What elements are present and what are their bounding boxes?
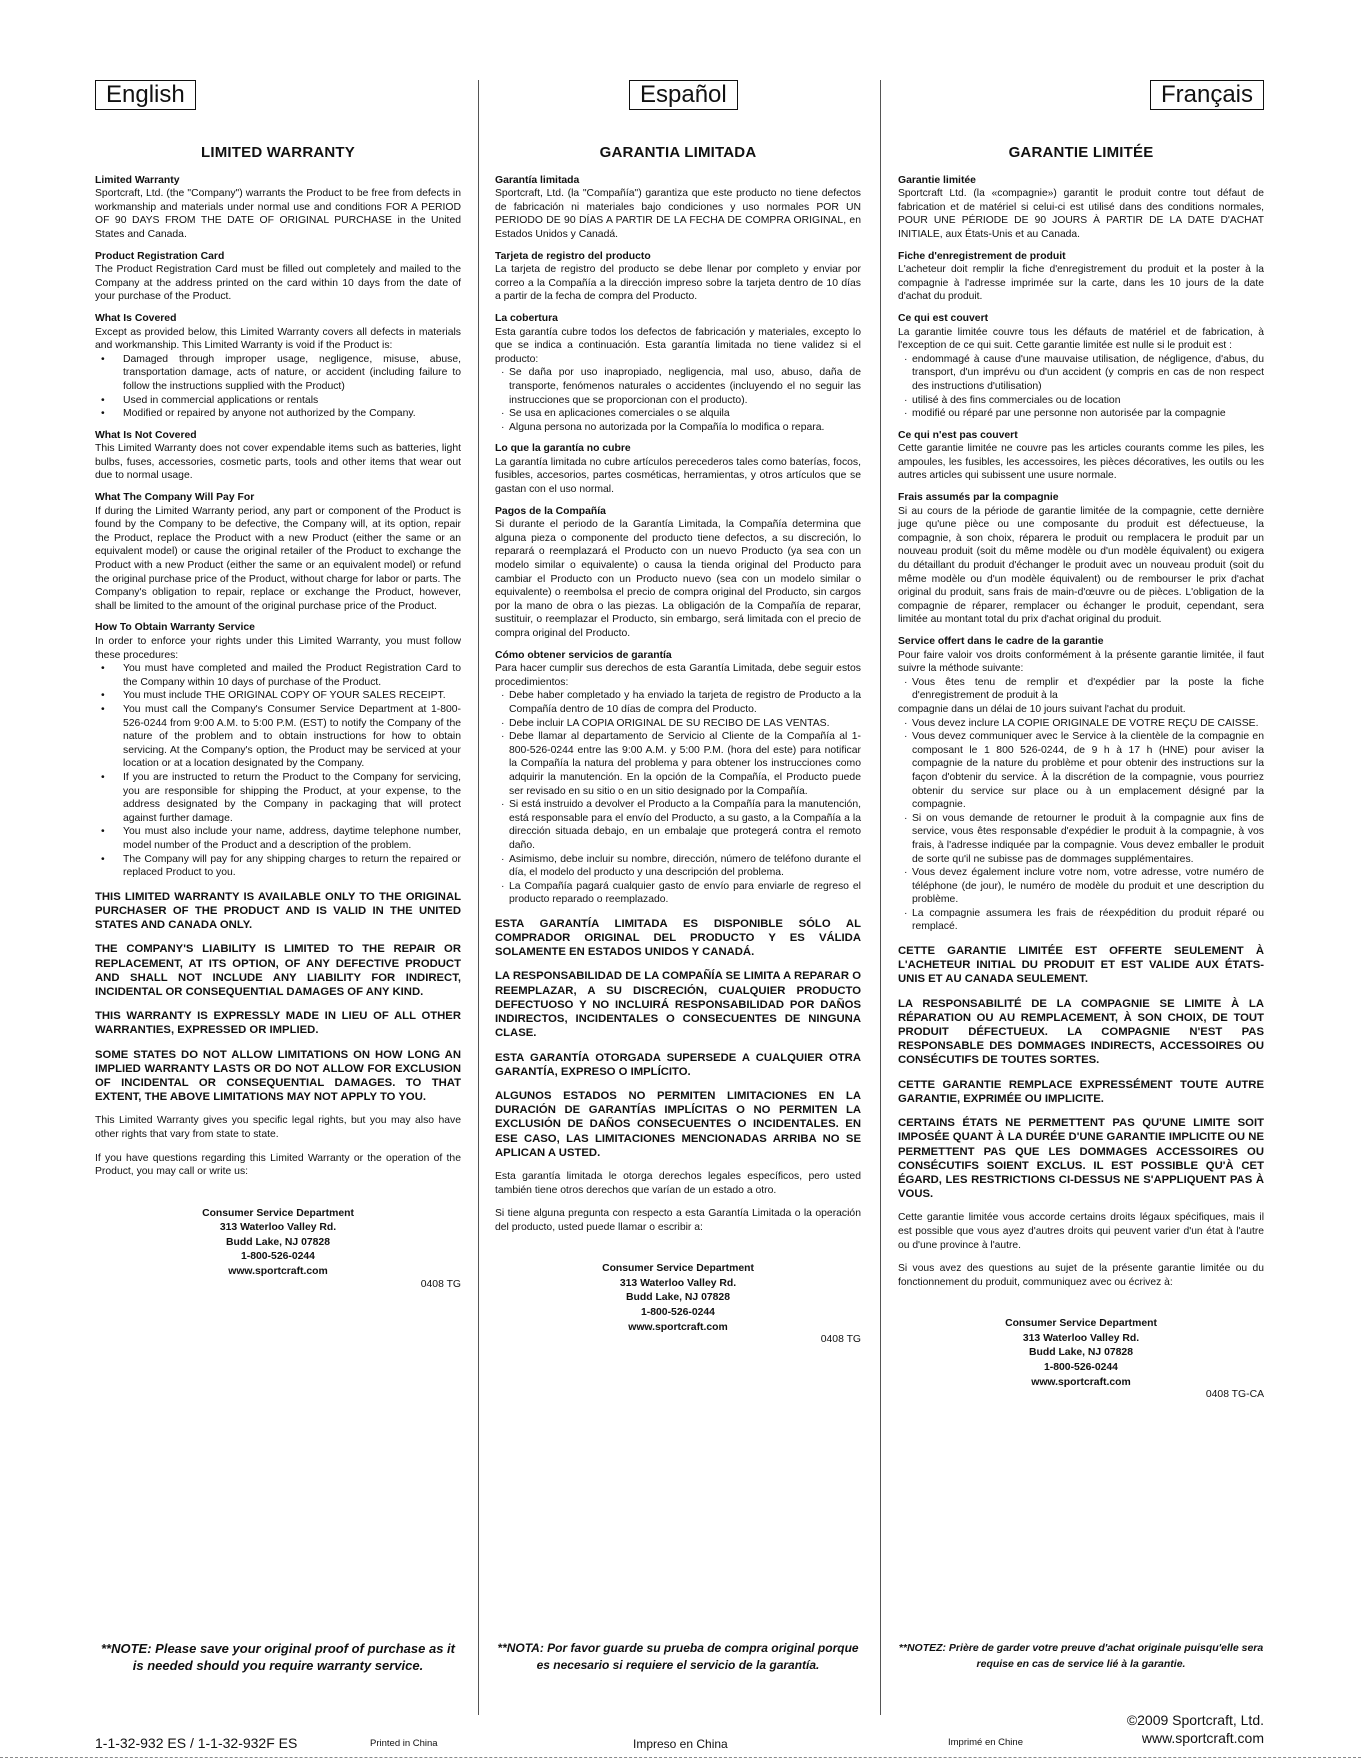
address-line: Consumer Service Department bbox=[202, 1207, 354, 1219]
document-code: 0408 TG bbox=[820, 1334, 861, 1346]
list-item: • Used in commercial applications or rentals bbox=[123, 394, 461, 408]
bullet-list bbox=[898, 717, 1264, 935]
section-text: Si au cours de la période de garantie limitée de la compagnie, cette dernière juge qu'une pièce ou une composante du produit est défectueuse, la compagnie, à son choix, réparera le produit ou remplacera le produit par un nouveau produit (soit du même modèle ou d'un modèle équivalent) ou exigera du détaillant du produit d'échanger le produit avec un nouveau produit (soit du même modèle ou d'un modèle équivalent) ou de rembourser le prix d'achat original du produit, sans frais de main-d'œuvre ou de pièces. L'obligation de la compagnie de réparer, remplacer ou échanger le produit, cependant, sera limitée au montant total du prix d'achat original du produit. bbox=[898, 505, 1264, 626]
list-item: · modifié ou réparé par une personne non autorisée par la compagnie bbox=[912, 407, 1264, 421]
list-item: · Vous devez inclure LA COPIE ORIGINALE DE VOTRE REÇU DE CAISSE. bbox=[912, 717, 1264, 731]
phone-number: 1-800-526-0244 bbox=[1044, 1362, 1118, 1374]
list-item: • If you are instructed to return the Product to the Company for servicing, you are responsible for shipping the Product, at your expense, to the address designated by the Company in packaging that will protect against further damage. bbox=[123, 771, 461, 825]
section-heading: Limited Warranty bbox=[95, 174, 180, 186]
list-item: · Si está instruido a devolver el Producto a la Compañía para la manutención, está responsable para el envío del Producto, a su gasto, a la Compañía a la dirección situada debajo, en un embalaje que protegerá contra el remoto daño. bbox=[509, 798, 861, 852]
list-item: · utilisé à des fins commerciales ou de location bbox=[912, 394, 1264, 408]
section-text: Sportcraft, Ltd. (la "Compañía") garantiza que este producto no tiene defectos de fabricación ni materiales bajo condiciones y uso normales POR UN PERIODO DE 90 DÍAS A PARTIR DE LA FECHA DE COMPRA ORIGINAL, en Estados Unidos y Canadá. bbox=[495, 188, 861, 240]
legal-text: ESTA GARANTÍA OTORGADA SUPERSEDE A CUALQUIER OTRA GARANTÍA, EXPRESO O IMPLÍCITO. bbox=[495, 1051, 861, 1078]
address-line: Consumer Service Department bbox=[602, 1263, 754, 1275]
list-item: · Vous êtes tenu de remplir et d'expédier par la poste la fiche d'enregistrement de produit à la bbox=[912, 676, 1264, 703]
website-link: www.sportcraft.com bbox=[1141, 1730, 1264, 1746]
section-heading: Garantie limitée bbox=[898, 174, 976, 186]
section-text: Si vous avez des questions au sujet de la présente garantie limitée ou du fonctionnement du produit, communiquez avec ou écrivez à: bbox=[898, 1263, 1264, 1288]
address-line: Consumer Service Department bbox=[1005, 1318, 1157, 1330]
section-text: Sportcraft Ltd. (la «compagnie») garantit le produit contre tout défaut de fabrication et de matériel si celui-ci est utilisé dans des conditions normales, POUR UNE PÉRIODE DE 90 JOURS À PARTIR DE LA DATE D'ACHAT INITIALE, aux États-Unis et au Canada. bbox=[898, 188, 1264, 240]
phone-number: 1-800-526-0244 bbox=[241, 1251, 315, 1263]
list-item: · La compagnie assumera les frais de réexpédition du produit réparé ou remplacé. bbox=[912, 907, 1264, 934]
list-item: · Debe haber completado y ha enviado la tarjeta de registro de Producto a la Compañía dentro de 10 días de compra del Producto. bbox=[509, 689, 861, 716]
printed-in-label: Printed in China bbox=[370, 1738, 438, 1749]
section-text: The Product Registration Card must be filled out completely and mailed to the Company at the address printed on the card within 10 days from the date of your purchase of the Product. bbox=[95, 264, 461, 303]
section-heading: Service offert dans le cadre de la garantie bbox=[898, 636, 1104, 647]
warranty-title: LIMITED WARRANTY bbox=[200, 144, 356, 161]
section-text: Para hacer cumplir sus derechos de esta Garantía Limitada, debe seguir estos procedimientos: bbox=[495, 663, 861, 688]
legal-text: SOME STATES DO NOT ALLOW LIMITATIONS ON HOW LONG AN IMPLIED WARRANTY LASTS OR DO NOT ALLOW FOR EXCLUSION OF INCIDENTAL OR CONSEQUENTIAL DAMAGES. TO THAT EXTENT, THE ABOVE LIMITATIONS MAY NOT APPLY TO YOU. bbox=[95, 1048, 461, 1104]
list-item: · Debe llamar al departamento de Servicio al Cliente de la Compañía al 1-800-526-0244 entre las 9:00 A.M. y 5:00 P.M. (hora del este) para notificar la Compañía la natura del problema y para obtener los instrucciones como adquirir la manutención. En la opción de la Compañía, el Producto puede ser revisado en su sitio o en un sitio designado por la Compañía. bbox=[509, 730, 861, 798]
section-text: Cette garantie limitée vous accorde certains droits légaux spécifiques, mais il est possible que vous ayez d'autres droits qui peuvent varier d'un état à l'autre ou d'une province à l'autre. bbox=[898, 1212, 1264, 1251]
legal-text: ESTA GARANTÍA LIMITADA ES DISPONIBLE SÓLO AL COMPRADOR ORIGINAL DEL PRODUCTO Y ES VÁLIDA SOLAMENTE EN ESTADOS UNIDOS Y CANADÁ. bbox=[495, 917, 861, 959]
language-label: Español bbox=[629, 80, 738, 110]
section-text: If you have questions regarding this Limited Warranty or the operation of the Product, you may call or write us: bbox=[95, 1152, 461, 1178]
spanish-column bbox=[495, 80, 861, 1347]
section-heading: Ce qui n'est pas couvert bbox=[898, 429, 1018, 441]
section-text: L'acheteur doit remplir la fiche d'enregistrement du produit et la poster à la compagnie à l'adresse imprimée sur la carte, dans les 10 jours de la date d'achat du produit. bbox=[898, 264, 1264, 303]
english-column bbox=[95, 80, 461, 1291]
section-text: Except as provided below, this Limited Warranty covers all defects in materials and workmanship. This Limited Warranty is void if the Product is: bbox=[95, 326, 461, 352]
legal-text: CETTE GARANTIE LIMITÉE EST OFFERTE SEULEMENT À L'ACHETEUR INITIAL DU PRODUIT ET EST VALIDE AUX ÉTATS-UNIS ET AU CANADA SEULEMENT. bbox=[898, 945, 1264, 986]
section-text: La garantie limitée couvre tous les défauts de matériel et de fabrication, à l'exception de ce qui suit. Cette garantie limitée est nulle si le produit est : bbox=[898, 326, 1264, 352]
section-text: Si tiene alguna pregunta con respecto a esta Garantía Limitada o la operación del producto, usted puede llamar o escribir a: bbox=[495, 1208, 861, 1233]
section-heading: Ce qui est couvert bbox=[898, 312, 989, 324]
website-link: www.sportcraft.com bbox=[228, 1266, 328, 1278]
legal-text: LA RESPONSABILIDAD DE LA COMPAÑÍA SE LIMITA A REPARAR O REEMPLAZAR, A SU DISCRECIÓN, CUALQUIER PRODUCTO DEFECTUOSO Y NO INCLUIRÁ RESPONSABILIDAD POR DAÑOS INDIRECTOS, INCIDENTALES O CONSECUENTES DE NINGUNA CLASE. bbox=[495, 970, 861, 1040]
address-line: 313 Waterloo Valley Rd. bbox=[619, 1277, 737, 1289]
section-text: This Limited Warranty does not cover expendable items such as batteries, light bulbs, fuses, accessories, cosmetic parts, tools and other items that wear out due to normal usage. bbox=[95, 443, 461, 482]
list-item: · Si on vous demande de retourner le produit à la compagnie aux fins de service, vous êtes responsable d'expédier le produit à la compagnie, à vos frais, à l'adresse indiquée par la compagnie. Vous devez emballer le produit de sorte qu'il ne subisse pas de dommages supplémentaires. bbox=[912, 812, 1264, 866]
proof-of-purchase-note: **NOTE: Please save your original proof of purchase as it is needed should you require warranty service. bbox=[101, 1641, 455, 1673]
language-label: English bbox=[95, 80, 196, 110]
legal-text: CERTAINS ÉTATS NE PERMETTENT PAS QU'UNE LIMITE SOIT IMPOSÉE QUANT À LA DURÉE D'UNE GARANTIE IMPLICITE OU NE PERMETTENT PAS QUE LES DOMMAGES ACCESSOIRES OU CONSÉCUTIFS SOIENT EXCLUS. IL EST POSSIBLE QU'À CET ÉGARD, LES RESTRICTIONS CI-DESSUS NE S'APPLIQUENT PAS À VOUS. bbox=[898, 1117, 1264, 1201]
language-label: Français bbox=[1150, 80, 1264, 110]
section-text: This Limited Warranty gives you specific legal rights, but you may also have other rights that vary from state to state. bbox=[95, 1115, 461, 1140]
proof-of-purchase-note: **NOTEZ: Prière de garder votre preuve d'achat originale puisqu'elle sera requise en cas de service lié à la garantie. bbox=[898, 1642, 1264, 1670]
section-text: Cette garantie limitée ne couvre pas les articles courants comme les piles, les ampoules, les fusibles, les accessoires, les pièces décoratives, les outils ou les autres articles qui subissent une usure normale. bbox=[898, 443, 1264, 482]
website-link: www.sportcraft.com bbox=[1031, 1376, 1131, 1388]
section-text: In order to enforce your rights under this Limited Warranty, you must follow these procedures: bbox=[95, 636, 461, 661]
legal-text: ALGUNOS ESTADOS NO PERMITEN LIMITACIONES EN LA DURACIÓN DE GARANTÍAS IMPLÍCITAS O NO PERMITEN LA EXCLUSIÓN DE DAÑOS CONSECUENTES O INCIDENTALES. EN ESE CASO, LAS LIMITACIONES MENCIONADAS ARRIBA NO SE APLICAN A USTED. bbox=[495, 1089, 861, 1159]
legal-text: THIS WARRANTY IS EXPRESSLY MADE IN LIEU OF ALL OTHER WARRANTIES, EXPRESSED OR IMPLIED. bbox=[95, 1010, 461, 1037]
warranty-title: GARANTIE LIMITÉE bbox=[1008, 144, 1154, 161]
bullet-list bbox=[95, 353, 461, 421]
proof-of-purchase-note: **NOTA: Por favor guarde su prueba de compra original porque es necesario si requiere el servicio de la garantía. bbox=[497, 1641, 859, 1672]
contact-address bbox=[95, 1207, 461, 1280]
phone-number: 1-800-526-0244 bbox=[641, 1307, 715, 1319]
legal-text: CETTE GARANTIE REMPLACE EXPRESSÉMENT TOUTE AUTRE GARANTIE, EXPRIMÉE OU IMPLICITE. bbox=[898, 1078, 1264, 1105]
legal-text: THIS LIMITED WARRANTY IS AVAILABLE ONLY TO THE ORIGINAL PURCHASER OF THE PRODUCT AND IS VALID IN THE UNITED STATES AND CANADA ONLY. bbox=[95, 890, 461, 932]
printed-in-label: Impreso en China bbox=[633, 1737, 728, 1751]
section-heading: Product Registration Card bbox=[95, 250, 225, 262]
address-line: 313 Waterloo Valley Rd. bbox=[219, 1222, 337, 1234]
bullet-list bbox=[495, 689, 861, 907]
address-line: Budd Lake, NJ 07828 bbox=[1029, 1347, 1133, 1359]
bullet-list bbox=[95, 662, 461, 880]
warranty-title: GARANTIA LIMITADA bbox=[599, 144, 757, 161]
list-item: · endommagé à cause d'une mauvaise utilisation, de négligence, d'abus, du transport, d'un imprévu ou d'un accident (y compris en cas de non respect des instructions d'utilisation) bbox=[912, 353, 1264, 394]
document-code: 0408 TG-CA bbox=[1205, 1389, 1264, 1401]
list-item: · Vous devez communiquer avec le Service à la clientèle de la compagnie en composant le 1 800 526-0244, de 9 h à 17 h (HNE) pour aviser la compagnie de la nature du problème et pour obtenir des instructions sur la façon d'obtenir du service. À la discrétion de la compagnie, vous pourriez obtenir du service sur place ou à un emplacement désigné par la compagnie. bbox=[912, 730, 1264, 812]
list-item: · Vous devez également inclure votre nom, votre adresse, votre numéro de téléphone (de jour), le numéro de modèle du produit et une description du problème. bbox=[912, 866, 1264, 907]
section-heading: What Is Covered bbox=[95, 312, 177, 324]
legal-text: LA RESPONSABILITÉ DE LA COMPAGNIE SE LIMITE À LA RÉPARATION OU AU REMPLACEMENT, À SON CHOIX, DE TOUT PRODUIT DÉFECTUEUX. LA COMPAGNIE N'EST PAS RESPONSABLE DES DOMMAGES INDIRECTS, ACCESSOIRES OU CONSÉCUTIFS DE TOUTES SORTES. bbox=[898, 997, 1264, 1067]
list-item: • You must also include your name, address, daytime telephone number, model number of the Product and a description of the problem. bbox=[123, 825, 461, 852]
list-item: • You must call the Company's Consumer Service Department at 1-800-526-0244 from 9:00 A.M. to 5:00 P.M. (EST) to notify the Company of the nature of the problem and to obtain instructions for how to obtain servicing. At the Company's option, the Product may be serviced at your location or at a location designated by the Company. bbox=[123, 703, 461, 771]
part-number: 1-1-32-932 ES / 1-1-32-932F ES bbox=[95, 1735, 298, 1751]
list-item: · Se daña por uso inapropiado, negligencia, mal uso, abuso, daña de transporte, fenómenos naturales o accidentes (incluyendo el no seguir las instrucciones que se proporcionan con el producto). bbox=[509, 366, 861, 407]
address-line: Budd Lake, NJ 07828 bbox=[626, 1292, 730, 1304]
section-text: Esta garantía limitada le otorga derechos legales específicos, pero usted también tiene otros derechos que varían de un estado a otro. bbox=[495, 1170, 861, 1196]
section-text: If during the Limited Warranty period, any part or component of the Product is found by the Company to be defective, the Company will, at its option, repair the Product, replace the Product with a new Product (either the same or an equivalent model) or cause the original retailer of the Product to exchange the Product with a new Product (either the same or an equivalent model) or refund the original purchase price of the Product, without charge for labor or parts. The Company's obligation to repair, replace or exchange the Product, however, shall be limited to the amount of the original purchase price of the Product. bbox=[95, 505, 461, 612]
list-item: • Modified or repaired by anyone not authorized by the Company. bbox=[123, 407, 461, 421]
section-text: Si durante el periodo de la Garantía Limitada, la Compañía determina que alguna pieza o componente del producto tiene defectos, a su discreción, lo reparará o reemplazará el Producto con un nuevo Producto (ya sea con un modelo similar o equivalente) o causa la tienda original del Producto para cambiar el Producto con un Producto nuevo (sea con un modelo similar o equivalente) o reembolsa el precio de compra original del Producto, sin cargos por la mano de obra o las piezas. La obligación de la Compañía de reparar, sustituir, o reemplazar el Producto, sin embargo, será limitada con el precio de compra original del Producto. bbox=[495, 519, 861, 639]
section-text: Esta garantía cubre todos los defectos de fabricación y materiales, excepto lo que se indica a continuación. Esta garantía limitada no tiene validez si el producto: bbox=[495, 326, 861, 365]
list-item: · Alguna persona no autorizada por la Compañía lo modifica o repara. bbox=[509, 421, 861, 435]
section-heading: La cobertura bbox=[495, 312, 558, 324]
column-divider bbox=[880, 80, 881, 1715]
list-item: · La Compañía pagará cualquier gasto de envío para enviarle de regreso el producto reparado o reemplazado. bbox=[509, 880, 861, 907]
french-column bbox=[898, 80, 1264, 1402]
section-heading: Pagos de la Compañía bbox=[495, 505, 606, 517]
section-text: compagnie dans un délai de 10 jours suivant l'achat du produit. bbox=[898, 703, 1186, 715]
legal-text: THE COMPANY'S LIABILITY IS LIMITED TO THE REPAIR OR REPLACEMENT, AT ITS OPTION, OF ANY DEFECTIVE PRODUCT AND SHALL NOT INCLUDE ANY LIABILITY FOR INDIRECT, INCIDENTAL OR CONSEQUENTIAL DAMAGES OF ANY KIND. bbox=[95, 943, 461, 998]
column-divider bbox=[478, 80, 479, 1715]
copyright: ©2009 Sportcraft, Ltd. bbox=[1126, 1712, 1264, 1728]
document-code: 0408 TG bbox=[420, 1278, 461, 1290]
bullet-list bbox=[898, 676, 1264, 703]
section-heading: Garantía limitada bbox=[495, 174, 580, 186]
list-item: • You must have completed and mailed the Product Registration Card to the Company within 10 days of purchase of the Product. bbox=[123, 662, 461, 689]
website-link: www.sportcraft.com bbox=[628, 1321, 728, 1333]
section-text: La tarjeta de registro del producto se debe llenar por completo y enviar por correo a la Compañía a la dirección impreso sobre la tarjeta dentro de 10 días a partir de la fecha de compra del Producto. bbox=[495, 264, 861, 303]
page-edge-divider bbox=[0, 1757, 1361, 1758]
section-heading: What Is Not Covered bbox=[95, 429, 197, 441]
section-heading: How To Obtain Warranty Service bbox=[95, 622, 255, 634]
address-line: Budd Lake, NJ 07828 bbox=[226, 1236, 330, 1248]
section-text: Pour faire valoir vos droits conformément à la présente garantie limitée, il faut suivre la méthode suivante: bbox=[898, 649, 1264, 675]
section-heading: Frais assumés par la compagnie bbox=[898, 492, 1059, 504]
list-item: · Asimismo, debe incluir su nombre, dirección, número de teléfono durante el día, el modelo del producto y una descripción del problema. bbox=[509, 853, 861, 880]
section-text: Sportcraft, Ltd. (the "Company") warrants the Product to be free from defects in workmanship and materials under normal use and conditions FOR A PERIOD OF 90 DAYS FROM THE DATE OF ORIGINAL PURCHASE in the United States and Canada. bbox=[95, 188, 461, 240]
section-heading: Fiche d'enregistrement de produit bbox=[898, 250, 1066, 262]
list-item: • The Company will pay for any shipping charges to return the repaired or replaced Product to you. bbox=[123, 853, 461, 880]
list-item: • Damaged through improper usage, negligence, misuse, abuse, transportation damage, acts of nature, or accident (including failure to follow the instructions supplied with the Product) bbox=[123, 353, 461, 394]
printed-in-label: Imprimé en Chine bbox=[948, 1737, 1023, 1748]
contact-address bbox=[495, 1262, 861, 1335]
bullet-list bbox=[495, 366, 861, 434]
section-heading: Lo que la garantía no cubre bbox=[495, 443, 631, 455]
section-heading: Tarjeta de registro del producto bbox=[495, 250, 651, 262]
contact-address bbox=[898, 1317, 1264, 1390]
address-line: 313 Waterloo Valley Rd. bbox=[1022, 1332, 1140, 1344]
section-heading: Cómo obtener servicios de garantía bbox=[495, 649, 672, 661]
section-heading: What The Company Will Pay For bbox=[95, 492, 255, 504]
list-item: • You must include THE ORIGINAL COPY OF YOUR SALES RECEIPT. bbox=[123, 689, 461, 703]
bullet-list bbox=[898, 353, 1264, 421]
list-item: · Debe incluir LA COPIA ORIGINAL DE SU RECIBO DE LAS VENTAS. bbox=[509, 717, 861, 731]
section-text: La garantía limitada no cubre artículos perecederos tales como baterías, focos, fusibles, accesorios, partes cosméticas, herramientas, y otros artículos que se gastan con el uso normal. bbox=[495, 456, 861, 496]
list-item: · Se usa en aplicaciones comerciales o se alquila bbox=[509, 407, 861, 421]
